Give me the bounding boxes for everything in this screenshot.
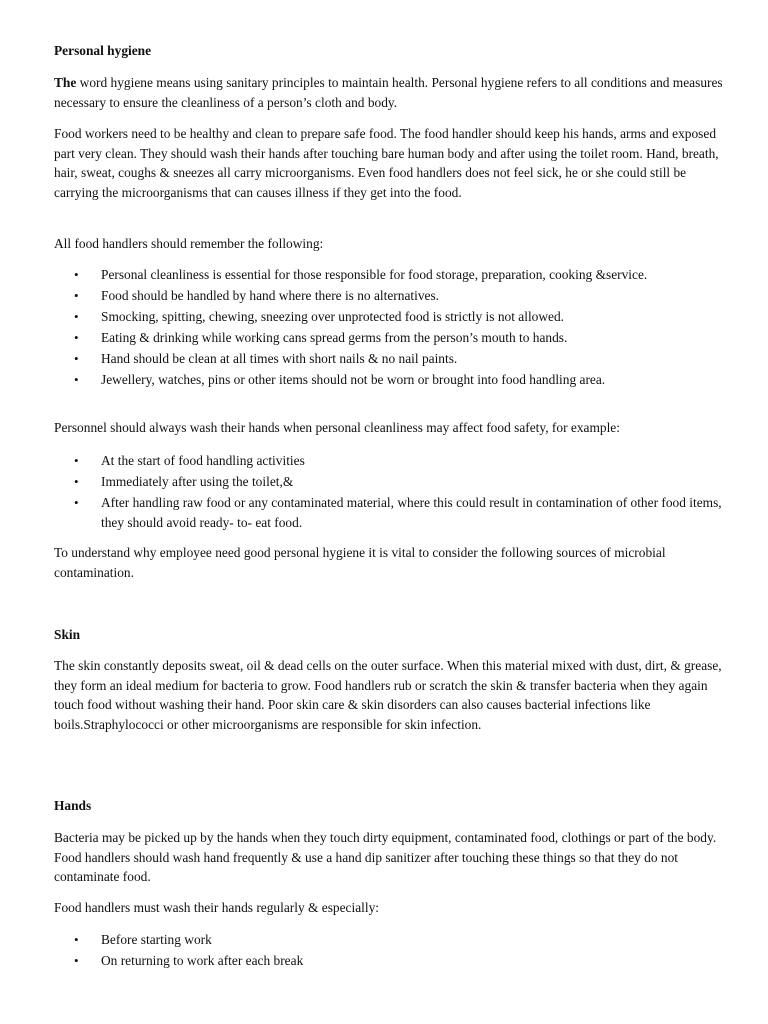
bullet-icon: •: [74, 453, 79, 468]
remember-paragraph: All food handlers should remember the following:: [54, 236, 324, 251]
bullet-icon: •: [74, 495, 79, 510]
bullet-icon: •: [74, 474, 79, 489]
must-wash-list: [54, 930, 724, 972]
bullet-icon: •: [74, 288, 79, 303]
list-item: • Personal cleanliness is essential for those responsible for food storage, preparation, cooking &service.: [54, 265, 724, 285]
list-item: • Hand should be clean at all times with short nails & no nail paints.: [54, 349, 724, 369]
bullet-icon: •: [74, 267, 79, 282]
personnel-list: [54, 451, 724, 534]
personnel-paragraph: Personnel should always wash their hands when personal cleanliness may affect food safety, for example:: [54, 420, 620, 435]
skin-paragraph: The skin constantly deposits sweat, oil & dead cells on the outer surface. When this material mixed with dust, dirt, & grease, they form an ideal medium for bacteria to grow. Food handlers rub or scratch the skin & transfer bacteria when they again touch food without washing their hand. Poor skin care & skin disorders can also causes bacterial infections like boils.Straphylococci or other microorganisms are responsible for skin infection.: [54, 658, 722, 732]
page-title: Personal hygiene: [54, 43, 152, 58]
hands-paragraph: Bacteria may be picked up by the hands when they touch dirty equipment, contaminated food, clothings or part of the body. Food handlers should wash hand frequently & use a hand dip sanitizer after touching these things so that they do not contaminate food.: [54, 830, 717, 884]
understand-paragraph: To understand why employee need good personal hygiene it is vital to consider the following sources of microbial contamination.: [54, 545, 666, 580]
bullet-icon: •: [74, 330, 79, 345]
bullet-icon: •: [74, 309, 79, 324]
intro-paragraph: [54, 73, 724, 112]
bullet-icon: •: [74, 932, 79, 947]
list-item: • On returning to work after each break: [54, 951, 724, 971]
list-item: • Eating & drinking while working cans spread germs from the person’s mouth to hands.: [54, 328, 724, 348]
food-workers-paragraph: Food workers need to be healthy and clean to prepare safe food. The food handler should keep his hands, arms and exposed part very clean. They should wash their hands after touching bare human body and after using the toilet room. Hand, breath, hair, sweat, coughs & sneezes all carry microorganisms. Even food handlers does not feel sick, he or she could still be carrying the microorganisms that can causes illness if they get into the food.: [54, 126, 719, 200]
bullet-icon: •: [74, 953, 79, 968]
skin-heading: Skin: [54, 627, 81, 642]
list-item: • At the start of food handling activities: [54, 451, 724, 471]
list-item: • Immediately after using the toilet,&: [54, 472, 724, 492]
remember-list: [54, 265, 724, 391]
bullet-icon: •: [74, 372, 79, 387]
hands-heading: Hands: [54, 798, 92, 813]
list-item: • Smocking, spitting, chewing, sneezing over unprotected food is strictly is not allowed.: [54, 307, 724, 327]
list-item: • Before starting work: [54, 930, 724, 950]
list-item: • After handling raw food or any contaminated material, where this could result in contamination of other food items, they should avoid ready- to- eat food.: [74, 495, 722, 530]
must-wash-paragraph: Food handlers must wash their hands regularly & especially:: [54, 900, 380, 915]
intro-lead-word: The: [54, 75, 77, 90]
intro-text: word hygiene means using sanitary principles to maintain health. Personal hygiene refers to all conditions and measures necessary to ensure the cleanliness of a person’s cloth and body.: [54, 75, 723, 110]
list-item: • Food should be handled by hand where there is no alternatives.: [54, 286, 724, 306]
list-item: • Jewellery, watches, pins or other items should not be worn or brought into food handling area.: [54, 370, 724, 390]
bullet-icon: •: [74, 351, 79, 366]
